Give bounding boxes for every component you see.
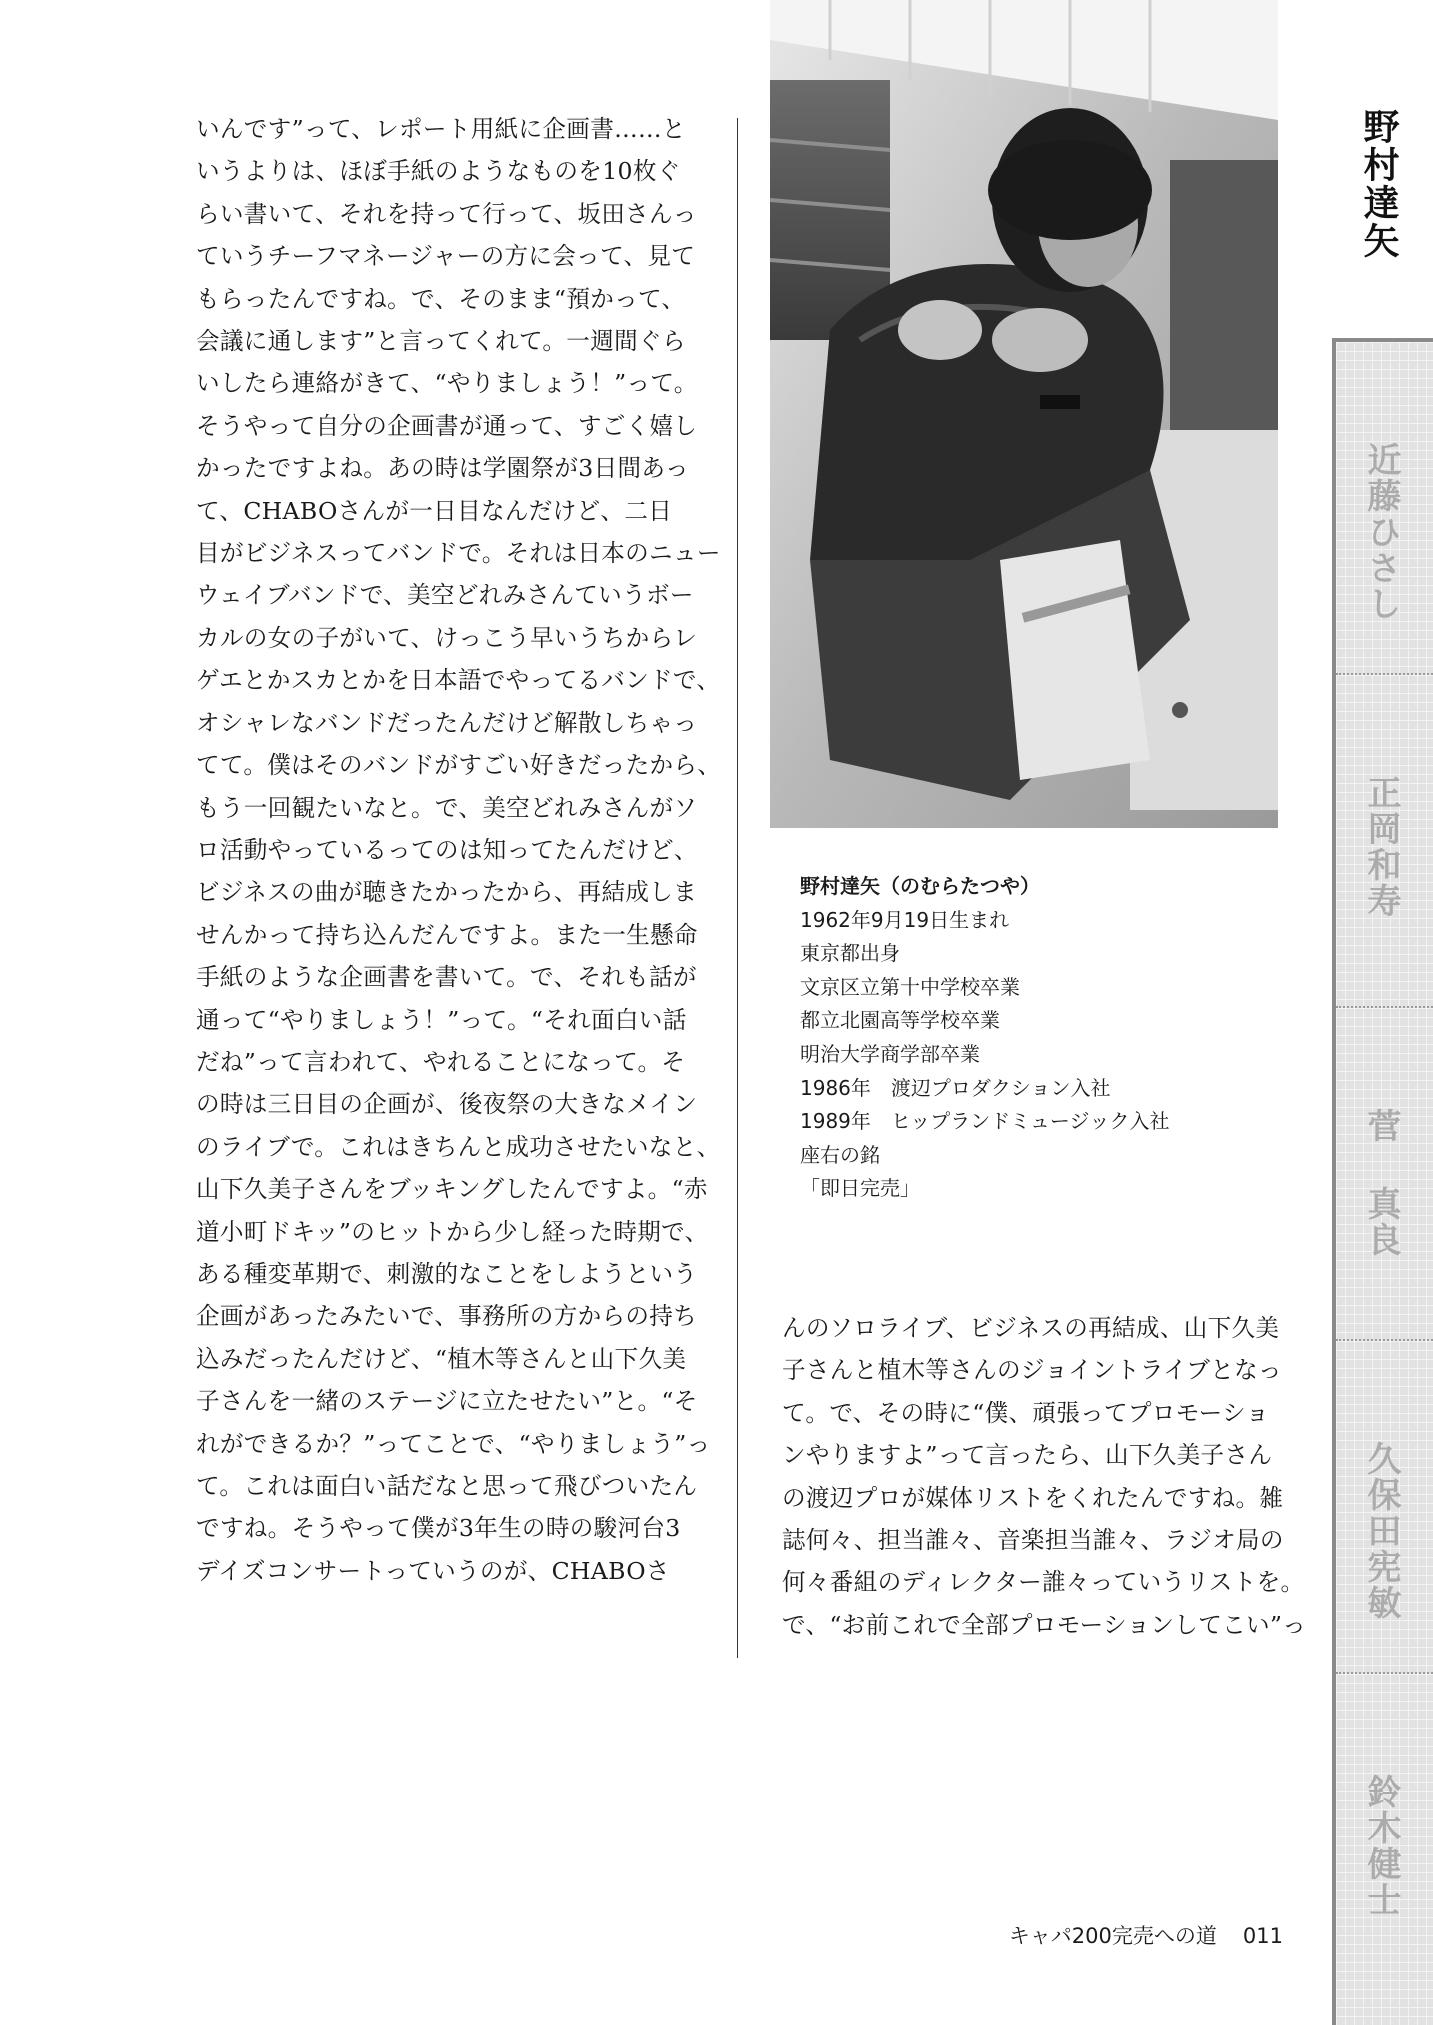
tab-item[interactable] <box>1336 1674 1433 2007</box>
text-line: せんかって持ち込んだんですよ。また一生懸命 <box>196 920 698 949</box>
text-line: で、“お前これで全部プロモーションしてこい”っ <box>782 1610 1307 1639</box>
text-line: ある種変革期で、刺激的なことをしようという <box>196 1259 698 1288</box>
text-line: デイズコンサートっていうのが、CHABOさ <box>196 1556 670 1585</box>
text-line: カルの女の子がいて、けっこう早いうちからレ <box>196 623 698 652</box>
body-text-left <box>196 108 722 1592</box>
profile-line: 1989年 ヒップランドミュージック入社 <box>800 1109 1170 1134</box>
profile-line: 1986年 渡辺プロダクション入社 <box>800 1075 1111 1100</box>
text-line: ンやりますよ”って言ったら、山下久美子さん <box>782 1441 1273 1470</box>
tab-item[interactable] <box>1336 1341 1433 1674</box>
tab-label: 近藤ひさし <box>1361 442 1401 622</box>
portrait-photo-graphic <box>770 0 1278 828</box>
text-line: オシャレなバンドだったんだけど解散しちゃっ <box>196 708 698 737</box>
column-divider <box>737 118 738 1658</box>
text-line: 通って“やりましょう！”って。“それ面白い話 <box>196 1005 687 1034</box>
text-line: れができるか？”ってことで、“やりましょう”っ <box>196 1429 711 1458</box>
text-line: 手紙のような企画書を書いて。で、それも話が <box>196 963 697 992</box>
profile-line: 座右の銘 <box>800 1142 880 1167</box>
tab-label: 鈴木健士 <box>1361 1774 1401 1918</box>
text-line: そうやって自分の企画書が通って、すごく嬉し <box>196 411 698 440</box>
text-line: て。これは面白い話だなと思って飛びついたん <box>196 1472 698 1500</box>
text-line: 子さんと植木等さんのジョイントライブとなっ <box>782 1356 1282 1385</box>
portrait-photo <box>770 0 1278 828</box>
text-line: かったですよね。あの時は学園祭が3日間あっ <box>196 454 689 483</box>
page-number: 011 <box>1242 1924 1283 1948</box>
side-index-tabs <box>1332 0 1433 2025</box>
text-line: 何々番組のディレクター誰々っていうリストを。 <box>782 1568 1305 1597</box>
text-line: ゲエとかスカとかを日本語でやってるバンドで、 <box>196 666 721 695</box>
text-line: 込みだったんだけど、“植木等さんと山下久美 <box>196 1344 687 1373</box>
text-line: の渡辺プロが媒体リストをくれたんですね。雑 <box>782 1483 1284 1512</box>
text-line: てて。僕はそのバンドがすごい好きだったから、 <box>196 751 722 780</box>
tab-label: 久保田宪敏 <box>1361 1441 1401 1621</box>
text-line: ていうチーフマネージャーの方に会って、見て <box>196 242 696 271</box>
text-line: 誌何々、担当誰々、音楽担当誰々、ラジオ局の <box>782 1526 1284 1555</box>
tab-label-active: 野村達矢 <box>1358 108 1399 260</box>
profile-line: 明治大学商学部卒業 <box>800 1041 980 1066</box>
text-line: もう一回観たいなと。で、美空どれみさんがソ <box>196 793 698 822</box>
tab-active[interactable] <box>1332 0 1433 338</box>
text-line: ですね。そうやって僕が3年生の時の駿河台3 <box>196 1514 681 1543</box>
profile-line: 1962年9月19日生まれ <box>800 907 1010 932</box>
text-line: て。で、その時に“僕、頑張ってプロモーショ <box>782 1398 1270 1427</box>
tab-label: 菅 真良 <box>1361 1108 1401 1258</box>
text-line: んのソロライブ、ビジネスの再結成、山下久美 <box>782 1314 1280 1342</box>
text-line: ロ活動やっているってのは知ってたんだけど、 <box>196 835 698 864</box>
text-line: いんです”って、レポート用紙に企画書……と <box>196 115 686 143</box>
text-line: いうよりは、ほぼ手紙のようなものを10枚ぐ <box>196 157 681 186</box>
tab-grid-strip <box>1332 338 1433 2025</box>
text-line: 道小町ドキッ”のヒットから少し経った時期で、 <box>196 1217 709 1246</box>
text-line: の時は三日目の企画が、後夜祭の大きなメイン <box>196 1090 698 1119</box>
text-line: ウェイブバンドで、美空どれみさんていうボー <box>196 581 694 610</box>
text-line: て、CHABOさんが一日目なんだけど、二日 <box>196 496 673 525</box>
profile-line: 都立北園高等学校卒業 <box>800 1008 1000 1033</box>
running-title: キャパ200完売への道 <box>1008 1924 1217 1948</box>
profile-name: 野村達矢（のむらたつや） <box>800 874 1040 898</box>
text-line: 山下久美子さんをブッキングしたんですよ。“赤 <box>196 1175 708 1204</box>
profile-line: 文京区立第十中学校卒業 <box>800 974 1020 999</box>
text-line: のライブで。これはきちんと成功させたいなと、 <box>196 1132 721 1161</box>
text-line: 会議に通します”と言ってくれて。一週間ぐら <box>196 327 686 356</box>
profile-line: 東京都出身 <box>800 941 900 966</box>
text-line: 企画があったみたいで、事務所の方からの持ち <box>196 1302 698 1331</box>
text-line: いしたら連絡がきて、“やりましょう！”って。 <box>196 369 698 398</box>
tab-item[interactable] <box>1336 675 1433 1008</box>
text-line: 目がビジネスってバンドで。それは日本のニュー <box>196 539 721 568</box>
text-line: 子さんを一緒のステージに立たせたい”と。“そ <box>196 1387 698 1416</box>
tab-item[interactable] <box>1336 1008 1433 1341</box>
profile-caption <box>800 870 1240 1206</box>
tab-label: 正岡和寿 <box>1361 775 1401 919</box>
text-line: もらったんですね。で、そのまま“預かって、 <box>196 284 686 313</box>
tab-item[interactable] <box>1336 342 1433 675</box>
text-line: ビジネスの曲が聴きたかったから、再結成しま <box>196 878 698 907</box>
text-line: らい書いて、それを持って行って、坂田さんっ <box>196 199 697 228</box>
profile-line: 「即日完売」 <box>800 1176 920 1201</box>
body-text-right <box>782 1307 1307 1646</box>
text-line: だね”って言われて、やれることになって。そ <box>196 1047 686 1076</box>
page-footer <box>993 1920 1283 1950</box>
